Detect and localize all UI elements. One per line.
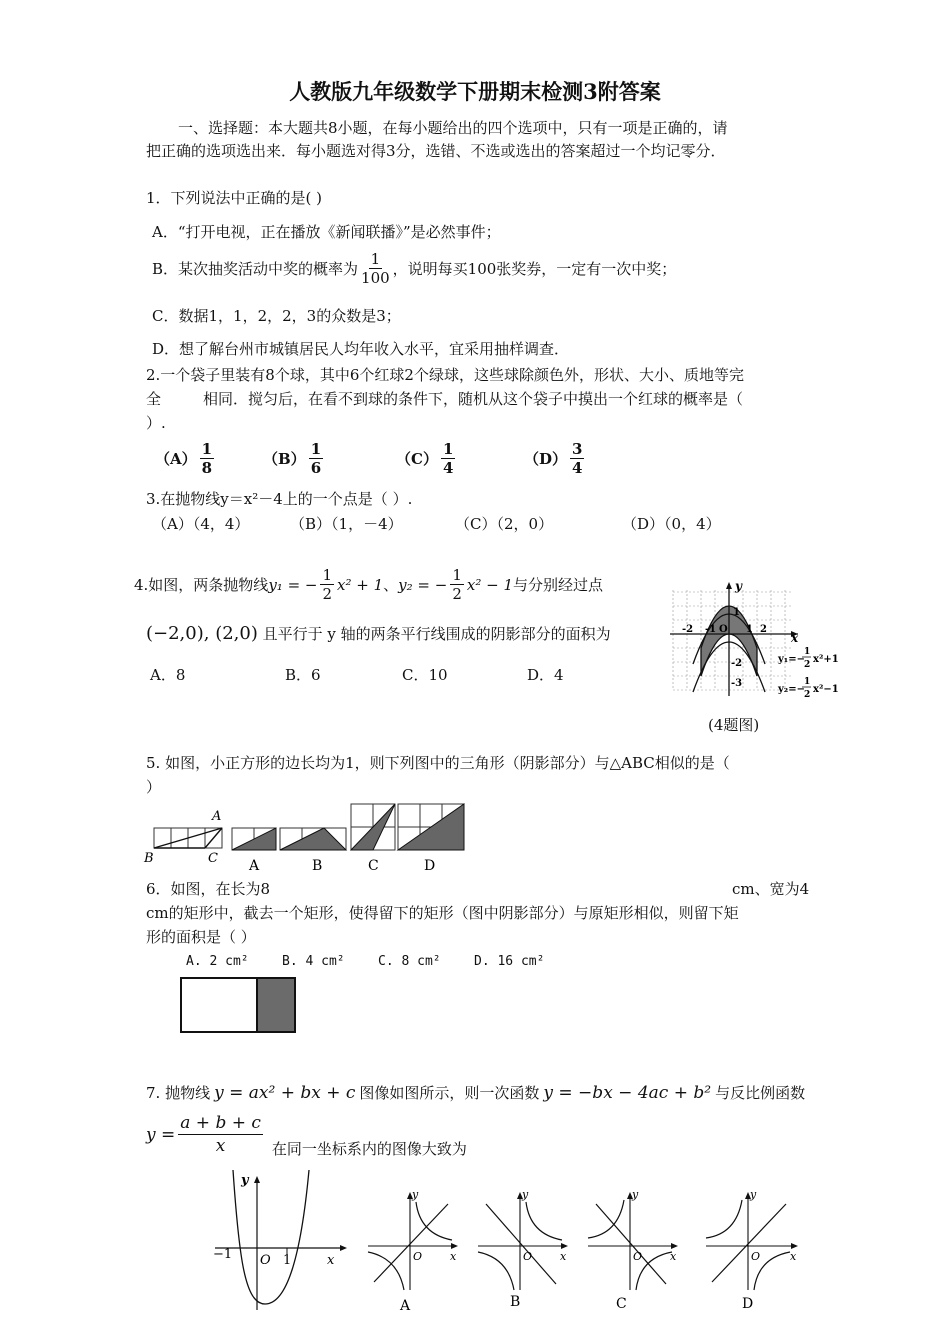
q4-y2-tail: x² − 1 [466,575,514,594]
q7-b-hyperbola-branch [478,1252,514,1290]
q2-line2b: 相同．搅匀后，在看不到球的条件下，随机从这个袋子中摸出一个红球的概率是（ [203,390,744,408]
q3-option-b: （B）（1，－4） [290,515,403,533]
q7-a-hyperbola-branch [368,1252,404,1290]
q7-a-line [374,1204,448,1282]
q7-d-hyperbola-branch [706,1200,742,1238]
q1-stem: 1．下列说法中正确的是( ) [146,189,323,207]
q4-tick-x: -1 [705,624,717,635]
q4-tick-x: -2 [682,624,694,635]
q2-option-fraction [441,440,455,477]
q7-c-origin: O [633,1250,643,1263]
q4-label-y1-tail: x²+1 [813,654,839,665]
q7-a-x-label: x [450,1250,457,1263]
q4-separator: 、 [383,575,399,594]
fraction-numerator: 3 [572,440,583,458]
q4-label-y1-den: 2 [804,660,811,670]
q4-caption: (4题图) [708,716,760,734]
q7-main-origin: O [260,1253,271,1268]
q5-option-c-label: C [368,858,379,874]
q7-d-x-label: x [790,1250,797,1263]
page-title: 人教版九年级数学下册期末检测3附答案 [289,79,661,104]
fraction-denominator: 2 [322,585,333,603]
q6-line2: cm的矩形中，截去一个矩形，使得留下的矩形（图中阴影部分）与原矩形相似，则留下矩 [146,904,739,922]
section-instruction-line1: 一、选择题：本大题共8小题，在每小题给出的四个选项中，只有一项是正确的，请 [178,119,728,137]
q6-option-d: D. 16 cm² [474,954,545,969]
q4-figure [668,578,858,713]
q7-main-parabola [233,1170,309,1304]
q4-post: 与分别经过点 [513,575,604,594]
q5-label-b: B [144,851,154,866]
q7-option-a-label: A [400,1298,411,1314]
fraction-denominator: 4 [442,459,454,477]
q1-fraction-denominator: 100 [361,269,390,287]
q4-label-y1: y₁=− [778,654,805,665]
q7-b-origin: O [523,1250,533,1263]
q7-eq1: y = ax² + bx + c [214,1083,356,1103]
q7-d-origin: O [751,1250,761,1263]
q4-pre: 4.如图，两条抛物线 [134,575,269,594]
fraction-numerator: 1 [201,440,213,458]
q7-option-c-label: C [616,1296,627,1312]
q4-tick-y: -3 [731,678,743,689]
q7-c-x-label: x [670,1250,677,1263]
q7-option-b-label: B [510,1294,521,1310]
fraction-denominator: 4 [572,459,583,477]
q2-option-label: （C） [396,449,438,468]
q5-option-b-triangle [280,828,346,850]
q7-main-y-label: y [241,1173,249,1188]
q5-figure [140,800,470,880]
q4-option-c: C．10 [402,666,448,684]
q7-line2 [146,1112,467,1157]
q4-y2-fraction [450,566,464,603]
q4-label-y2-den: 2 [804,690,811,700]
q7-c-y-label: y [632,1188,639,1201]
q7-option-c-figure [584,1186,684,1314]
q5-line2: ） [146,778,162,796]
q4-label-y2-num: 1 [804,677,811,687]
q4-tick-y: 1 [733,607,740,618]
q7-a-origin: O [413,1250,423,1263]
q2-option-label: （B） [263,449,306,468]
fraction-denominator: 6 [310,459,322,477]
q5-label-a: A [212,809,222,824]
q4-y-label: y [735,579,742,593]
q7-line1 [146,1082,805,1104]
q2-line1: 2.一个袋子里装有8个球，其中6个红球2个绿球，这些球除颜色外，形状、大小、质地等完 [146,366,744,384]
q7-b-line [486,1204,556,1284]
q7-eq2: y = −bx − 4ac + b² [543,1083,712,1103]
q7-b-y-label: y [522,1188,529,1201]
q7-mid: 图像如图所示，则一次函数 [359,1084,540,1102]
q7-d-y-label: y [750,1188,757,1201]
q5-option-d-label: D [424,858,436,874]
q4-tick-x: 1 [746,624,753,635]
q4-option-d: D．4 [527,666,564,684]
fraction-numerator: 1 [322,566,333,584]
q7-option-b-figure [474,1186,574,1314]
q7-b-x-label: x [560,1250,567,1263]
q6-shaded-rectangle [257,978,295,1032]
q4-label-y1-num: 1 [804,647,811,657]
q4-tick-origin: O [719,624,728,635]
q2-line2a: 全 [146,390,162,408]
q3-option-c: （C）（2，0） [455,515,554,533]
fraction-numerator: 1 [442,440,454,458]
q4-y1-lhs: y₁ = − [268,575,318,594]
q7-main-neg1: −1 [213,1247,233,1262]
q4-line2-text: 且平行于 y 轴的两条平行线围成的阴影部分的面积为 [262,625,611,643]
q3-stem: 3.在抛物线y＝x²－4上的一个点是（ ）. [146,490,413,508]
fraction-denominator: 2 [452,585,462,603]
fraction-numerator: 1 [452,566,462,584]
q4-points: (−2,0), (2,0) [146,623,258,644]
q2-option-d [524,440,587,477]
q7-option-d-figure [702,1186,806,1314]
q1-option-c: C．数据1，1，2，2，3的众数是3； [152,307,401,325]
q2-option-a [155,440,217,477]
q7-c-line [596,1204,666,1284]
q7-option-a-figure [364,1186,464,1314]
q2-option-fraction [200,440,214,477]
q6-line1a: 6．如图，在长为8 [146,880,271,898]
q2-option-c [396,440,458,477]
q7-tail: 在同一坐标系内的图像大致为 [271,1139,467,1158]
q7-fraction [178,1112,263,1157]
q4-label-y2: y₂=− [778,684,805,695]
q4-label-y2-tail: x²−1 [813,684,839,695]
q5-line1: 5. 如图，小正方形的边长均为1，则下列图中的三角形（阴影部分）与△ABC相似的是（ [146,754,730,772]
q7-main-figure [205,1168,355,1314]
q4-tick-y: -2 [731,658,743,669]
q4-y1-tail: x² + 1 [337,575,384,594]
q7-main-x-label: x [327,1253,335,1268]
q4-line1 [134,566,603,603]
fraction-numerator: 1 [310,440,322,458]
q7-pre: 7. 抛物线 [146,1084,211,1102]
q7-b-hyperbola-branch [526,1202,562,1240]
q3-option-a: （A）（4，4） [152,515,250,533]
q2-line3: ）. [146,414,166,432]
q5-option-b-label: B [312,858,323,874]
q7-post: 与反比例函数 [715,1084,806,1102]
q7-option-d-label: D [742,1296,754,1312]
q2-option-label: （D） [524,449,568,468]
q5-label-c: C [208,851,218,866]
q4-option-b: B．6 [285,666,321,684]
q7-a-y-label: y [412,1188,419,1201]
q1-option-b [152,250,676,287]
q2-option-label: （A） [155,449,197,468]
q4-y-arrow [726,582,732,589]
q1-option-b-fraction [361,250,390,287]
q7-main-one: 1 [283,1253,292,1268]
q6-figure [179,976,299,1036]
q6-line3: 形的面积是（ ） [146,928,256,946]
q4-y1-fraction [320,566,334,603]
q2-option-fraction [570,440,584,477]
q5-option-a-label: A [249,858,260,874]
q7-y-eq: y = [146,1124,176,1145]
q1-option-a: A．“打开电视，正在播放《新闻联播》”是必然事件； [152,223,501,241]
q1-option-b-post: ，说明每买100张奖券，一定有一次中奖； [392,259,677,278]
q3-option-d: （D）（0，4） [622,515,721,533]
q2-option-b [263,440,326,477]
q7-fraction-numerator: a + b + c [180,1113,261,1133]
q4-line2 [146,623,611,645]
q2-option-fraction [309,440,323,477]
q6-option-c: C. 8 cm² [378,954,441,969]
q7-c-hyperbola-branch [588,1200,624,1238]
q1-option-b-pre: B．某次抽奖活动中奖的概率为 [152,259,359,278]
q6-option-b: B. 4 cm² [282,954,345,969]
q1-option-d: D．想了解台州市城镇居民人均年收入水平，宜采用抽样调查． [152,340,570,358]
q4-tick-x: 2 [760,624,767,635]
q7-d-line [712,1204,786,1282]
q4-x-label: x [791,631,799,645]
q7-fraction-denominator: x [215,1136,226,1156]
q7-a-hyperbola-branch [416,1202,452,1240]
q1-fraction-numerator: 1 [370,250,381,268]
q6-option-a: A. 2 cm² [186,954,249,969]
q4-option-a: A．8 [150,666,186,684]
fraction-denominator: 8 [201,459,213,477]
q6-line1b: cm、宽为4 [732,880,810,898]
q4-y2-lhs: y₂ = − [398,575,448,594]
section-instruction-line2: 把正确的选项选出来．每小题选对得3分，选错、不选或选出的答案超过一个均记零分． [146,142,726,160]
